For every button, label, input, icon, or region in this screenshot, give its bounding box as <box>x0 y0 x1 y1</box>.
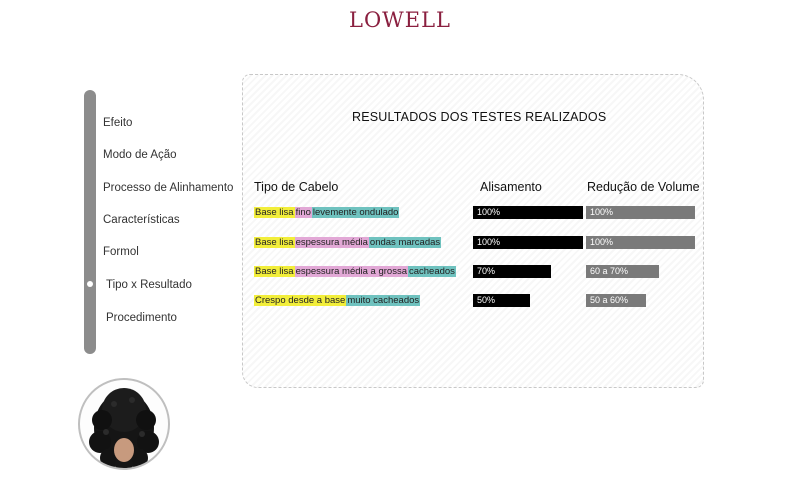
row-3-volume-bar: 60 a 70% <box>586 265 659 278</box>
row-4-hair-type <box>254 294 420 307</box>
header-straightening: Alisamento <box>480 180 542 194</box>
active-item-indicator-icon <box>87 281 93 287</box>
header-hair-type: Tipo de Cabelo <box>254 180 339 194</box>
sidebar-item-tipo-x-resultado[interactable]: Tipo x Resultado <box>106 279 192 291</box>
row-3-straightening-bar: 70% <box>473 265 551 278</box>
sidebar-item-formol[interactable]: Formol <box>103 246 139 258</box>
sidebar-item-efeito[interactable]: Efeito <box>103 117 133 129</box>
sidebar-track <box>84 90 96 354</box>
hair-thickness-tag: espessura média a grossa <box>295 266 407 277</box>
row-4-straightening-bar: 50% <box>473 294 530 307</box>
row-3-hair-type <box>254 265 456 278</box>
row-1-straightening-bar: 100% <box>473 206 583 219</box>
hair-base-tag: Base lisa <box>255 207 294 218</box>
hair-pattern-tag: muito cacheados <box>347 295 420 306</box>
hair-thickness-tag: fino <box>295 207 311 218</box>
row-1-hair-type <box>254 206 399 219</box>
hair-pattern-tag: levemente ondulado <box>312 207 399 218</box>
panel-title: RESULTADOS DOS TESTES REALIZADOS <box>352 110 607 124</box>
curly-hair-illustration-icon <box>80 380 168 468</box>
row-1-volume-bar: 100% <box>586 206 695 219</box>
hair-base-tag: Base lisa <box>255 266 294 277</box>
brand-logo: LOWELL <box>349 8 451 32</box>
sidebar-item-processo-de-alinhamento[interactable]: Processo de Alinhamento <box>103 182 234 194</box>
hair-base-tag: Base lisa <box>255 237 294 248</box>
hair-pattern-tag: cacheados <box>408 266 455 277</box>
sidebar-item-procedimento[interactable]: Procedimento <box>106 312 177 324</box>
row-2-hair-type <box>254 236 441 249</box>
hair-thickness-tag: espessura média <box>295 237 368 248</box>
header-volume-reduction: Redução de Volume <box>587 180 700 194</box>
row-2-volume-bar: 100% <box>586 236 695 249</box>
sidebar-item-caracteristicas[interactable]: Características <box>103 214 180 226</box>
hair-base-tag: Crespo desde a base <box>255 295 346 306</box>
row-2-straightening-bar: 100% <box>473 236 583 249</box>
sidebar-item-modo-de-acao[interactable]: Modo de Ação <box>103 149 177 161</box>
row-4-volume-bar: 50 a 60% <box>586 294 646 307</box>
hair-pattern-tag: ondas marcadas <box>369 237 441 248</box>
curly-hair-photo <box>78 378 170 470</box>
